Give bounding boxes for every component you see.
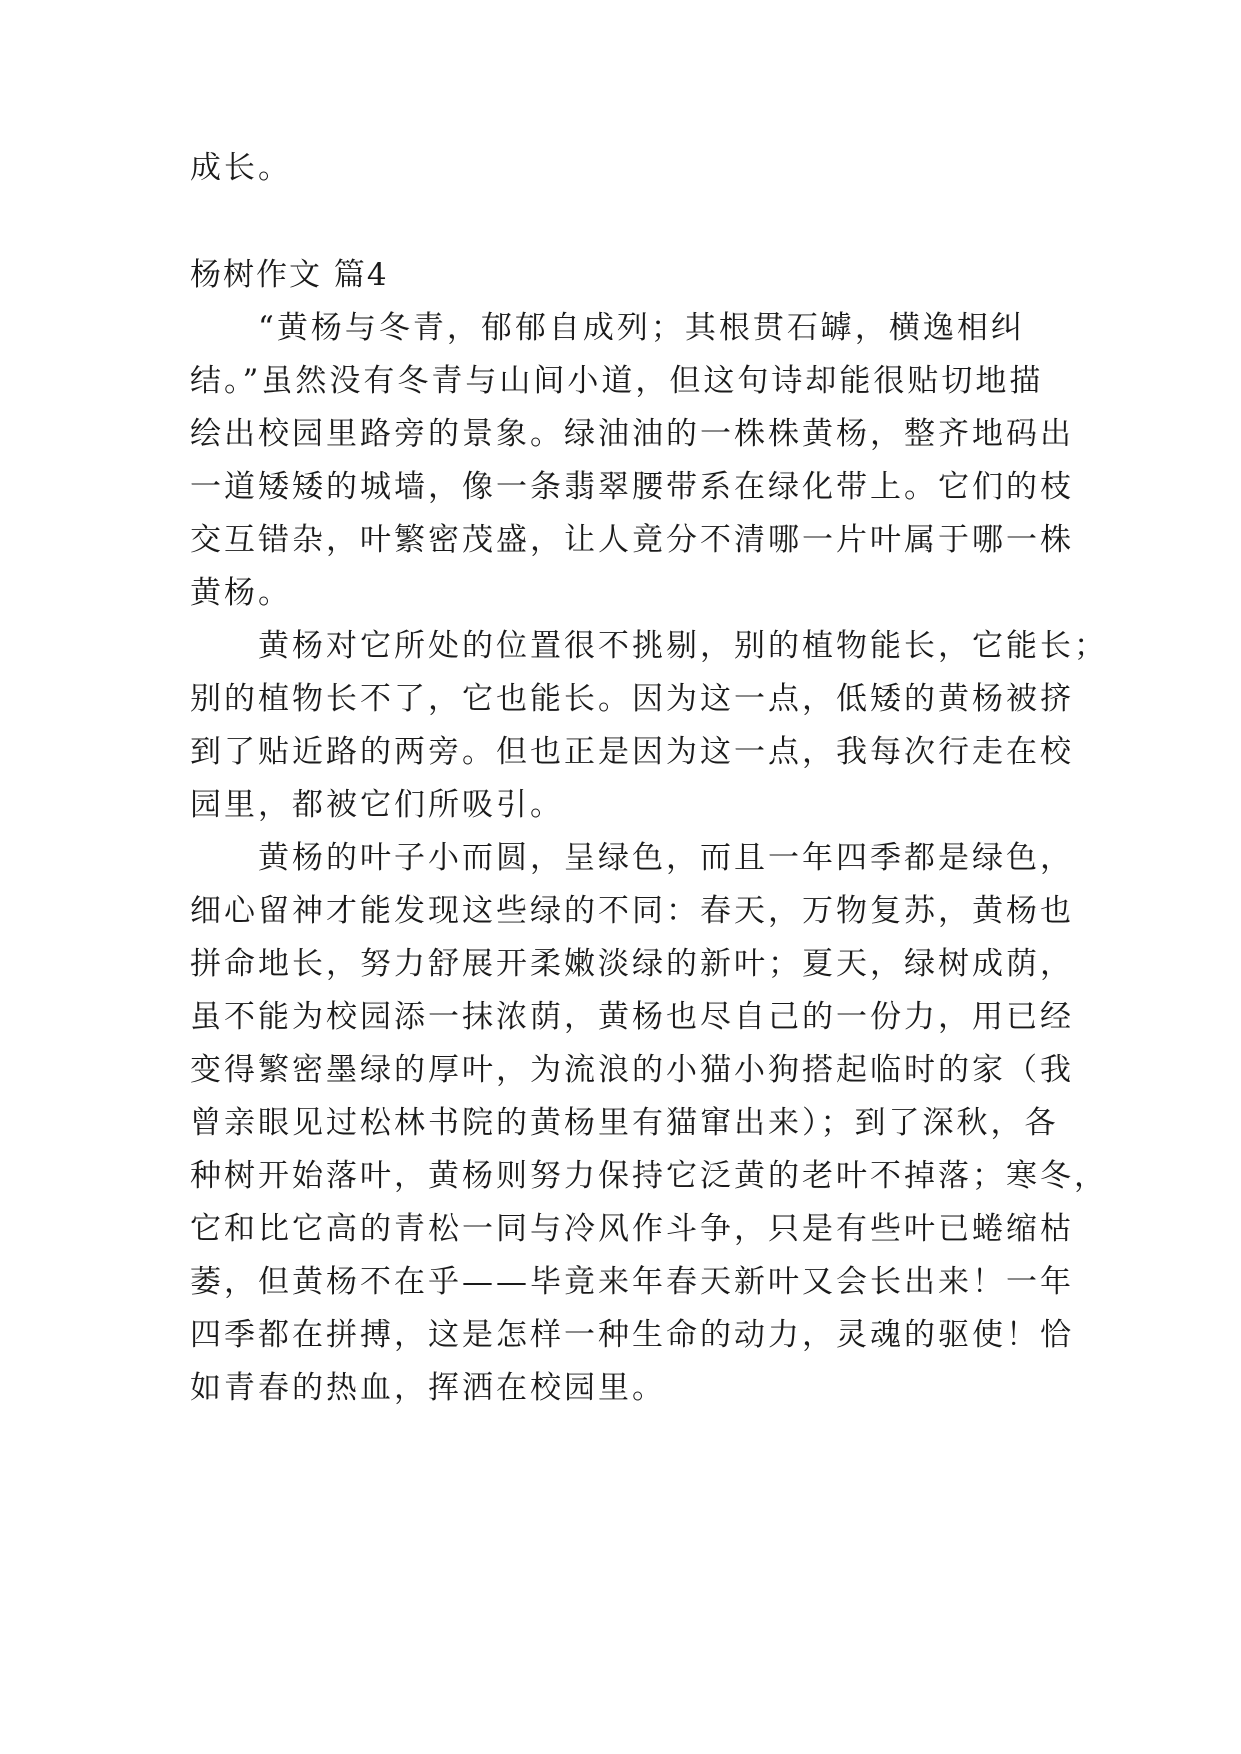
section-heading: 杨树作文 篇4 [190,257,389,293]
text-line: 如青春的热血，挥洒在校园里。 [190,1370,666,1406]
text-line: 细心留神才能发现这些绿的不同：春天，万物复苏，黄杨也 [190,893,1074,929]
text-line: 到了贴近路的两旁。但也正是因为这一点，我每次行走在校 [190,734,1074,770]
text-line: 园里，都被它们所吸引。 [190,787,564,823]
text-line: “黄杨与冬青，郁郁自成列；其根贯石罅，横逸相纠 [258,310,1025,346]
text-line: 种树开始落叶，黄杨则努力保持它泛黄的老叶不掉落；寒冬， [190,1158,1108,1194]
text-line: 绘出校园里路旁的景象。绿油油的一株株黄杨，整齐地码出 [190,416,1074,452]
text-line: 黄杨。 [190,575,292,611]
text-line: 黄杨对它所处的位置很不挑剔，别的植物能长，它能长； [258,628,1108,664]
text-line: 四季都在拼搏，这是怎样一种生命的动力，灵魂的驱使！恰 [190,1317,1074,1353]
text-line: 萎，但黄杨不在乎——毕竟来年春天新叶又会长出来！一年 [190,1264,1074,1300]
text-line: 虽不能为校园添一抹浓荫，黄杨也尽自己的一份力，用已经 [190,999,1074,1035]
text-line: 拼命地长，努力舒展开柔嫩淡绿的新叶；夏天，绿树成荫， [190,946,1074,982]
text-line: 它和比它高的青松一同与冷风作斗争，只是有些叶已蜷缩枯 [190,1211,1074,1247]
text-line: 交互错杂，叶繁密茂盛，让人竟分不清哪一片叶属于哪一株 [190,522,1074,558]
text-line: 成长。 [190,150,292,186]
text-line: 结。”虽然没有冬青与山间小道，但这句诗却能很贴切地描 [190,363,1044,399]
text-line: 别的植物长不了，它也能长。因为这一点，低矮的黄杨被挤 [190,681,1074,717]
text-line: 黄杨的叶子小而圆，呈绿色，而且一年四季都是绿色， [258,840,1074,876]
text-line: 一道矮矮的城墙，像一条翡翠腰带系在绿化带上。它们的枝 [190,469,1074,505]
text-line: 变得繁密墨绿的厚叶，为流浪的小猫小狗搭起临时的家（我 [190,1052,1074,1088]
text-line: 曾亲眼见过松林书院的黄杨里有猫窜出来）；到了深秋，各 [190,1105,1059,1141]
